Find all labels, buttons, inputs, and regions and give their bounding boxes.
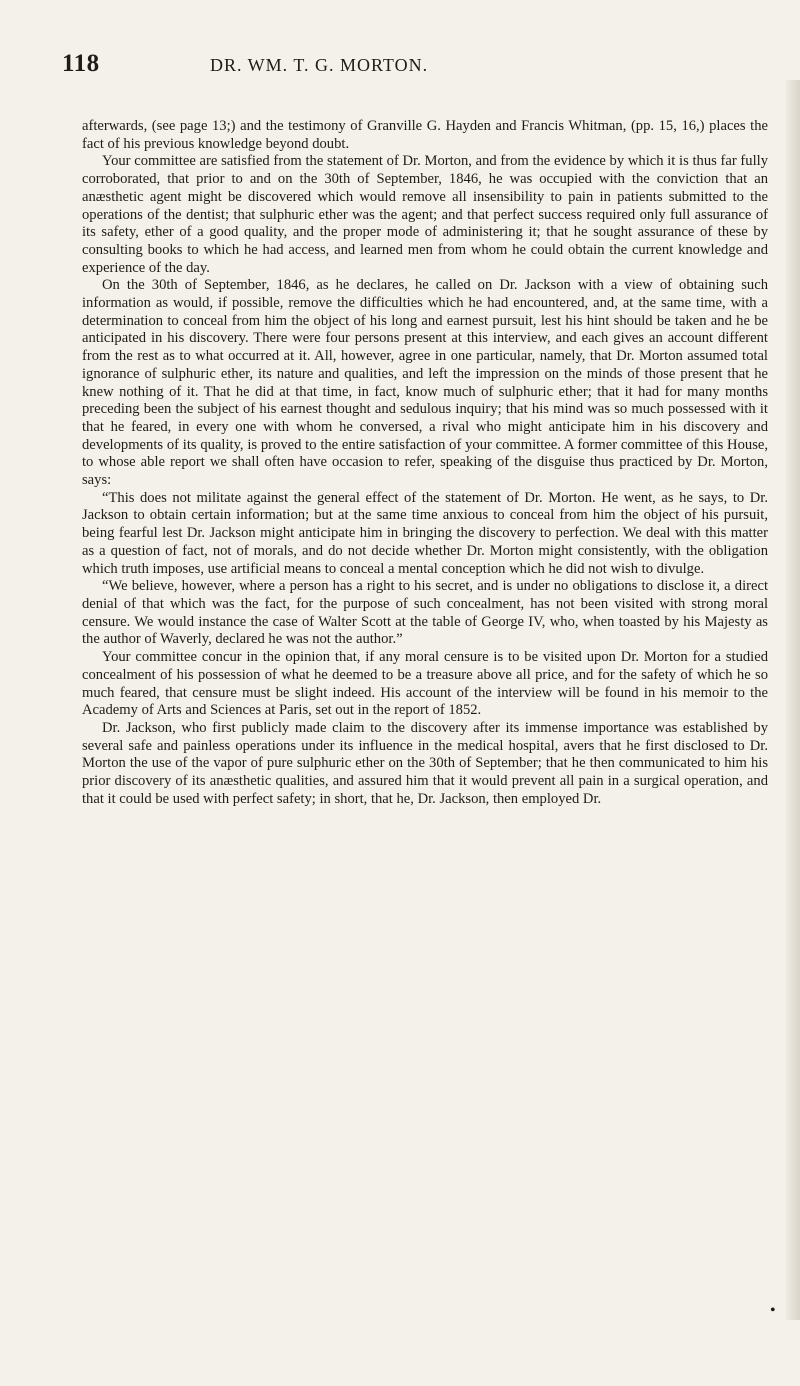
paragraph-2: Your committee are satisfied from the statement of Dr. Morton, and from the evidence by which it is thus far fully corroborated, that prior to and on the 30th of September, 1846, he was occupied with the conviction that an anæsthetic agent might be discovered which would remove all insensibility to pain in patients submitted to the operations of the dentist; that sulphuric ether was the agent; and that perfect success required only full assurance of its safety, ether of a good quality, and the proper mode of administering it; that he sought assurance of these by consulting books to which he had access, and learned men from whom he could obtain the current knowledge and experience of the day. — [82, 153, 768, 276]
quoted-paragraph-2: “We believe, however, where a person has a right to his secret, and is under no obligations to disclose it, a direct denial of that which was the fact, for the purpose of such concealment, has not been visited with strong moral censure. We would instance the case of Walter Scott at the table of George IV, who, when toasted by his Majesty as the author of Waverly, declared he was not the author.” — [82, 578, 768, 648]
body-text — [82, 118, 768, 808]
ink-mark-icon: • — [770, 1302, 776, 1319]
paragraph-6: Your committee concur in the opinion that, if any moral censure is to be visited upon Dr. Morton for a studied concealment of his possession of what he deemed to be a treasure above all price, and for the safety of which he so much feared, that censure must be slight indeed. His account of the interview will be found in his memoir to the Academy of Arts and Sciences at Paris, set out in the report of 1852. — [82, 649, 768, 719]
paragraph-1: afterwards, (see page 13;) and the testimony of Granville G. Hayden and Francis Whitman, (pp. 15, 16,) places the fact of his previous knowledge beyond doubt. — [82, 118, 768, 152]
page-number: 118 — [62, 50, 100, 77]
page-edge-shadow — [786, 80, 800, 1320]
page-header — [62, 50, 772, 94]
running-head: DR. WM. T. G. MORTON. — [210, 55, 429, 75]
paragraph-3: On the 30th of September, 1846, as he declares, he called on Dr. Jackson with a view of obtaining such information as would, if possible, remove the difficulties which he had encountered, and, at the same time, with a determination to conceal from him the object of his long and earnest pursuit, lest his hint should be taken and he be anticipated in his discovery. There were four persons present at this interview, and each gives an account different from the rest as to what occurred at it. All, however, agree in one particular, namely, that Dr. Morton assumed total ignorance of sulphuric ether, its nature and qualities, and left the impression on the minds of those present that he knew nothing of it. That he did at that time, in fact, know much of sulphuric ether; that it had for many months preceding been the subject of his earnest thought and sedulous inquiry; that his mind was so much possessed with it that he feared, in every one with whom he conversed, a rival who might anticipate him in his discovery and developments of its quality, is proved to the entire satisfaction of your committee. A former committee of this House, to whose able report we shall often have occasion to refer, speaking of the disguise thus practiced by Dr. Morton, says: — [82, 277, 768, 489]
quoted-paragraph-1: “This does not militate against the general effect of the statement of Dr. Morton. He went, as he says, to Dr. Jackson to obtain certain information; but at the same time anxious to conceal from him the object of his pursuit, being fearful lest Dr. Jackson might anticipate him in bringing the discovery to perfection. We deal with this matter as a question of fact, not of morals, and do not decide whether Dr. Morton might consistently, with the obligation which truth imposes, use artificial means to conceal a mental conception which he did not wish to divulge. — [82, 489, 768, 577]
paragraph-7: Dr. Jackson, who first publicly made claim to the discovery after its immense importance was established by several safe and painless operations under its influence in the medical hospital, avers that he first disclosed to Dr. Morton the use of the vapor of pure sulphuric ether on the 30th of September; that he then communicated to him his prior discovery of its anæsthetic qualities, and assured him that it would prevent all pain in a surgical operation, and that it could be used with perfect safety; in short, that he, Dr. Jackson, then employed Dr. — [82, 719, 768, 807]
